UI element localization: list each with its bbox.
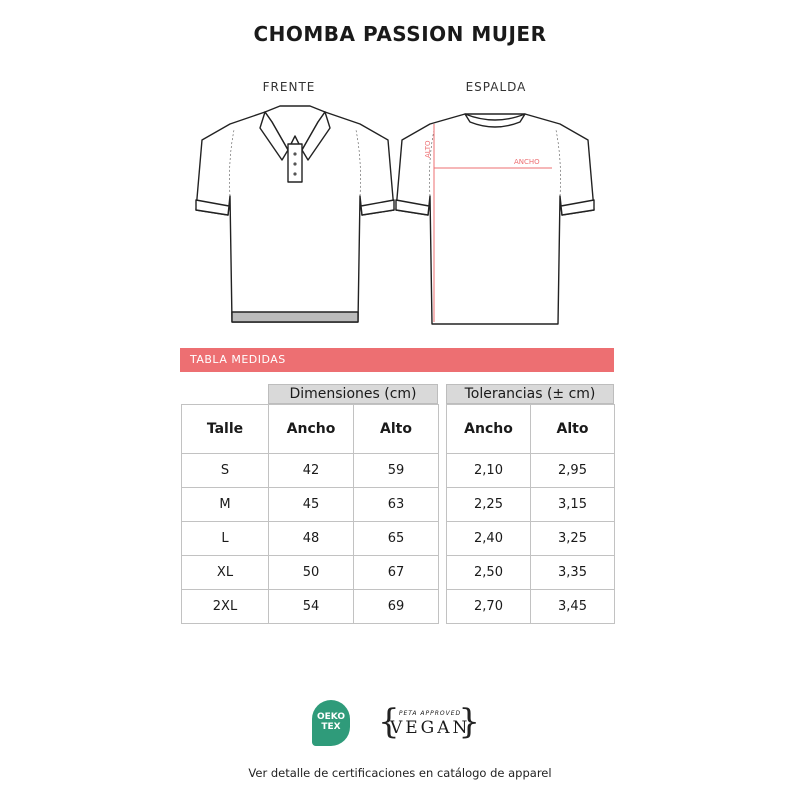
table-row [447,522,615,556]
size-cell: S [182,454,269,488]
oeko-line-2: TEX [321,722,341,732]
height-cell: 65 [354,522,439,556]
width-measure-label: ANCHO [514,158,540,166]
height-cell: 59 [354,454,439,488]
dimensions-header-row [182,405,439,454]
height-measure-label: ALTO [424,140,432,158]
vegan-text: VEGAN [390,718,471,738]
tolerance-height-cell: 3,15 [531,488,615,522]
height-column-header: Alto [354,405,439,454]
tolerance-height-cell: 3,35 [531,556,615,590]
tolerance-width-cell: 2,25 [447,488,531,522]
right-brace-icon: } [458,702,480,742]
size-column-header: Talle [182,405,269,454]
table-row [182,522,439,556]
tolerance-width-cell: 2,40 [447,522,531,556]
table-row [447,590,615,624]
dimensions-table [181,404,439,624]
oeko-line-1: OEKO [316,712,346,722]
tolerance-height-cell: 2,95 [531,454,615,488]
front-view-label: FRENTE [262,80,316,94]
tolerances-table [446,404,615,624]
height-cell: 69 [354,590,439,624]
height-cell: 63 [354,488,439,522]
table-row [182,590,439,624]
banner-label: TABLA MEDIDAS [190,353,286,366]
size-cell: 2XL [182,590,269,624]
tolerances-header: Tolerancias (± cm) [446,384,614,404]
width-cell: 50 [269,556,354,590]
page-title: CHOMBA PASSION MUJER [253,22,547,46]
size-cell: M [182,488,269,522]
measurements-banner [180,348,614,372]
table-row [447,488,615,522]
size-cell: XL [182,556,269,590]
tolerances-header-row [447,405,615,454]
tolerance-width-cell: 2,50 [447,556,531,590]
tolerance-height-cell: 3,25 [531,522,615,556]
width-cell: 54 [269,590,354,624]
table-row [447,454,615,488]
tolerance-width-column-header: Ancho [447,405,531,454]
oeko-tex-logo [312,700,350,746]
height-cell: 67 [354,556,439,590]
back-shirt-illustration [390,100,600,332]
size-cell: L [182,522,269,556]
width-cell: 45 [269,488,354,522]
tolerance-height-cell: 3,45 [531,590,615,624]
certifications-footnote: Ver detalle de certificaciones en catálogo de apparel [248,766,552,780]
width-cell: 48 [269,522,354,556]
tolerance-height-column-header: Alto [531,405,615,454]
peta-approved-text: PETA APPROVED [398,710,462,717]
dimensions-header: Dimensiones (cm) [268,384,438,404]
tolerance-width-cell: 2,70 [447,590,531,624]
width-cell: 42 [269,454,354,488]
left-brace-icon: { [378,702,400,742]
table-row [447,556,615,590]
table-row [182,556,439,590]
table-row [182,454,439,488]
back-view-label: ESPALDA [465,80,527,94]
table-row [182,488,439,522]
front-shirt-illustration [190,100,400,332]
peta-vegan-logo [378,704,480,742]
tolerance-width-cell: 2,10 [447,454,531,488]
width-column-header: Ancho [269,405,354,454]
